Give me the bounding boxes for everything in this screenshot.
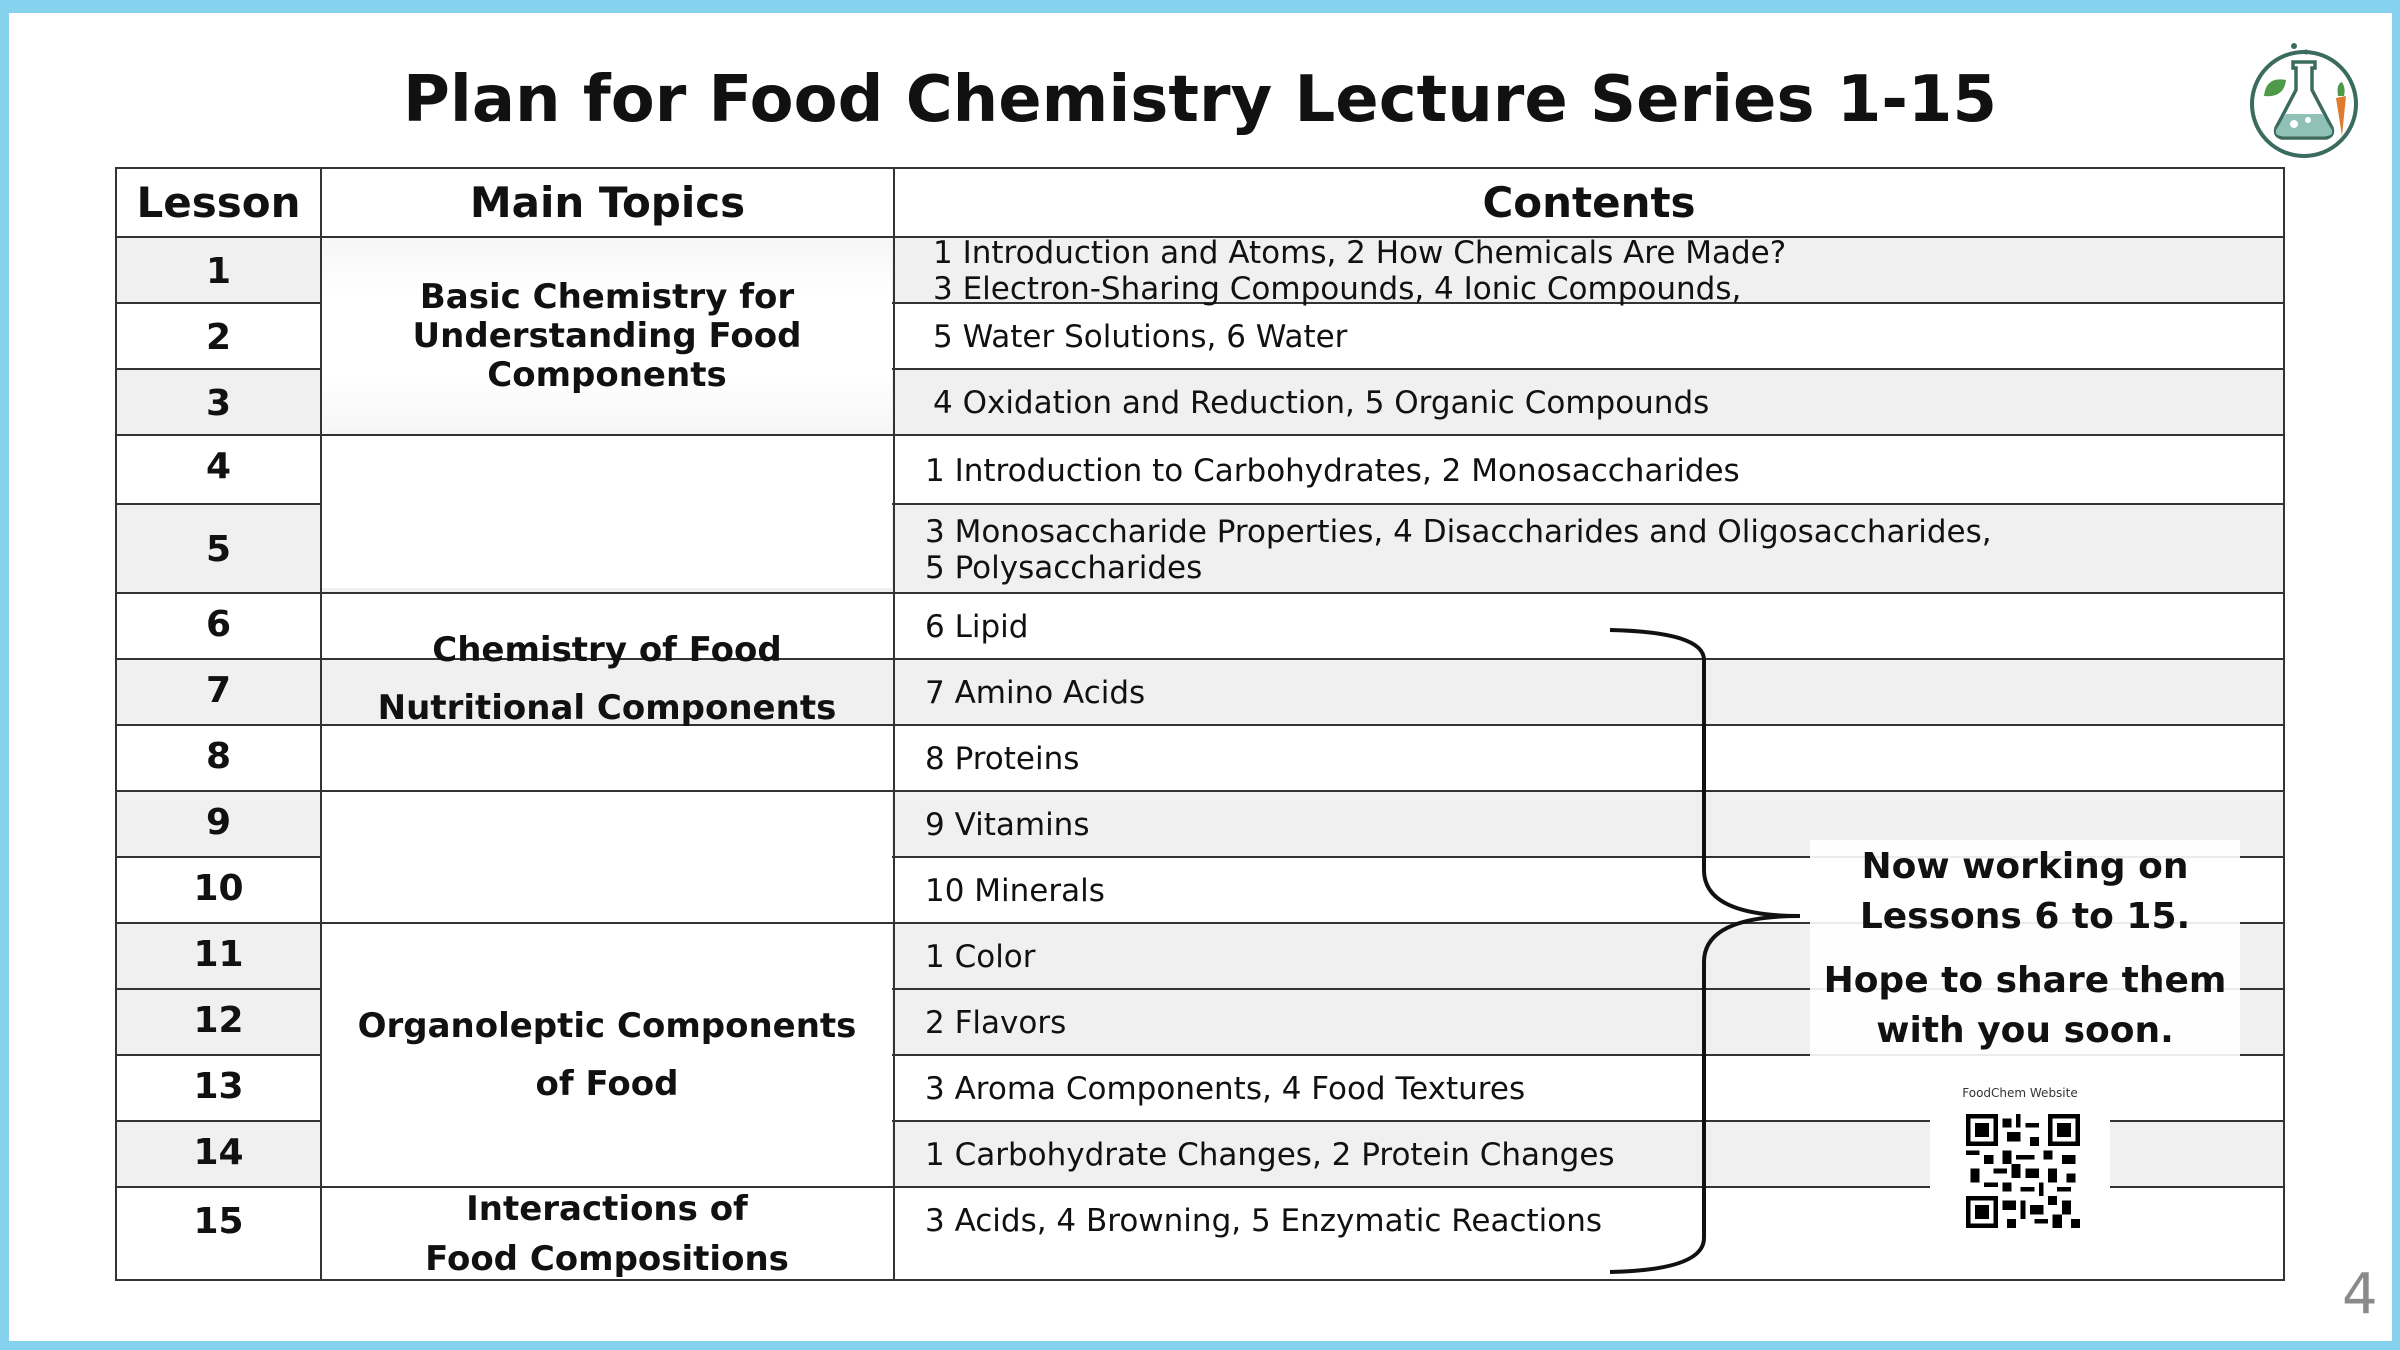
lesson-contents: 5 Water Solutions, 6 Water [933, 319, 1348, 355]
lesson-contents: 8 Proteins [925, 741, 1080, 777]
flask-vegetables-icon [2246, 40, 2362, 160]
lesson-contents: 9 Vitamins [925, 807, 1090, 843]
header-main-topics: Main Topics [322, 169, 893, 238]
lesson-number: 10 [193, 867, 244, 909]
topic-nutritional-components: Chemistry of Food Nutritional Components [377, 630, 837, 728]
slide-title: Plan for Food Chemistry Lecture Series 1-15 [403, 63, 1997, 137]
note-line: Hope to share them [1823, 960, 2227, 1001]
topic-interactions: Interactions of Food Compositions [425, 1188, 789, 1279]
header-lesson: Lesson [117, 169, 320, 238]
lesson-number: 11 [193, 933, 244, 975]
lesson-contents: 1 Color [925, 939, 1036, 975]
lesson-number: 4 [205, 445, 232, 487]
qr-label: FoodChem Website [1962, 1086, 2078, 1100]
lesson-number: 3 [205, 382, 232, 424]
lesson-number: 1 [205, 250, 232, 292]
lesson-contents: 3 Acids, 4 Browning, 5 Enzymatic Reactions [925, 1203, 1603, 1239]
note-line: Lessons 6 to 15. [1859, 896, 2191, 937]
curly-brace-icon [1600, 620, 1800, 1280]
lesson-contents: 1 Carbohydrate Changes, 2 Protein Changes [925, 1137, 1615, 1173]
lesson-number: 5 [205, 529, 232, 570]
lesson-contents: 2 Flavors [925, 1005, 1067, 1041]
frame-left [0, 0, 9, 1350]
page-number: 4 [2342, 1262, 2378, 1327]
frame-right [2392, 0, 2400, 1350]
lesson-number: 7 [205, 669, 232, 711]
note-line: Now working on [1861, 846, 2189, 887]
lesson-contents: 10 Minerals [925, 873, 1105, 909]
lesson-number: 8 [205, 735, 232, 777]
lesson-number: 15 [193, 1200, 244, 1242]
lesson-number: 13 [193, 1065, 244, 1107]
topic-basic-chemistry: Basic Chemistry for Understanding Food Components [412, 276, 802, 395]
lesson-contents: 1 Introduction and Atoms, 2 How Chemicals Are Made? 3 Electron-Sharing Compounds, 4 Ionic Compounds, [933, 235, 1787, 307]
topic-organoleptic: Organoleptic Components of Food [357, 1006, 857, 1104]
lesson-contents: 1 Introduction to Carbohydrates, 2 Monosaccharides [925, 452, 1740, 489]
lesson-number: 2 [205, 316, 232, 358]
lesson-contents: 4 Oxidation and Reduction, 5 Organic Compounds [933, 385, 1710, 421]
header-contents: Contents [895, 169, 2283, 238]
lesson-contents: 6 Lipid [925, 609, 1029, 645]
lesson-number: 6 [205, 603, 232, 645]
frame-bottom [0, 1341, 2400, 1350]
lesson-contents: 7 Amino Acids [925, 675, 1146, 711]
qr-code-icon[interactable] [1966, 1114, 2080, 1228]
lesson-contents: 3 Aroma Components, 4 Food Textures [925, 1071, 1526, 1107]
lesson-contents: 3 Monosaccharide Properties, 4 Disaccharides and Oligosaccharides, 5 Polysaccharides [925, 513, 1992, 586]
frame-top [0, 0, 2400, 13]
lesson-number: 14 [193, 1131, 244, 1173]
column-divider [893, 169, 895, 1279]
status-note [1810, 840, 2240, 1058]
lesson-number: 9 [205, 801, 232, 843]
lesson-number: 12 [193, 999, 244, 1041]
note-line: with you soon. [1876, 1010, 2174, 1051]
